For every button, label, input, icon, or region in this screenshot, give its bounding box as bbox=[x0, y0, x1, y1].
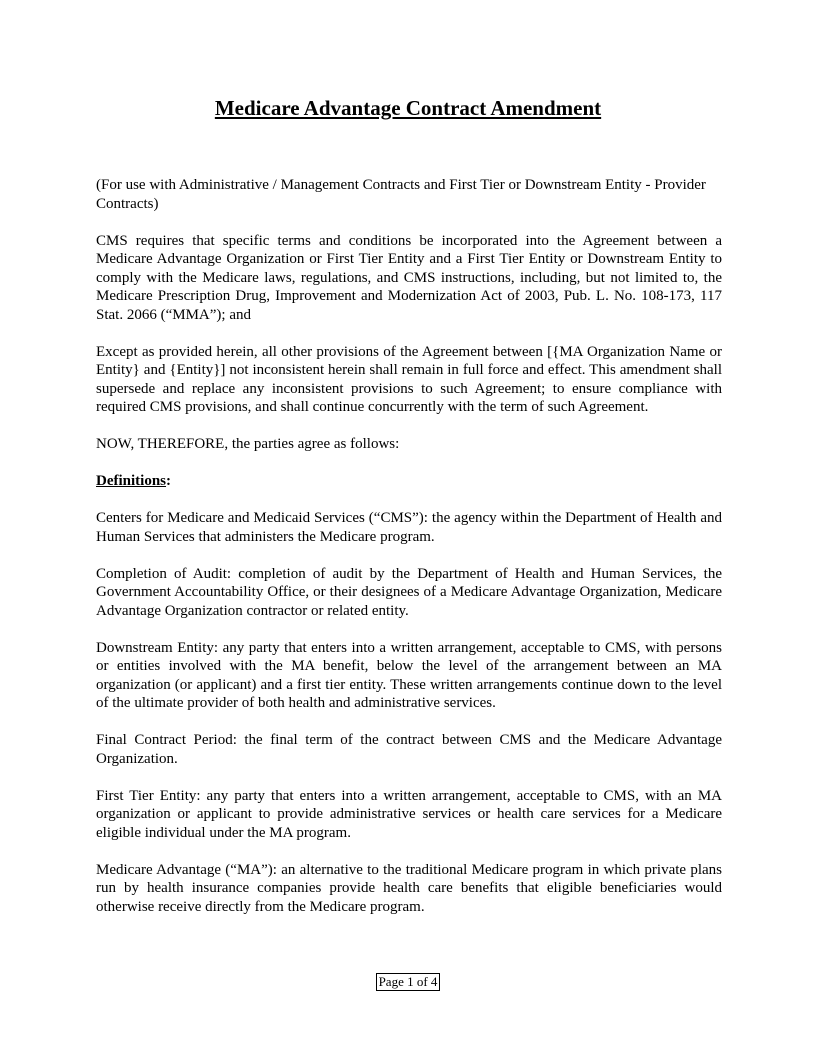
definitions-heading bbox=[96, 472, 722, 491]
definitions-heading-colon: : bbox=[166, 473, 172, 489]
definition-completion-of-audit: Completion of Audit: completion of audit by the Department of Health and Human Services, the Government Accountability Office, or their designees of a Medicare Advantage Organization, Medicare Advantage Organization contractor or related entity. bbox=[96, 565, 722, 619]
definition-cms: Centers for Medicare and Medicaid Services (“CMS”): the agency within the Department of Health and Human Services that administers the Medicare program. bbox=[96, 510, 722, 545]
document-body bbox=[96, 176, 722, 935]
intro-paragraph: (For use with Administrative / Management Contracts and First Tier or Downstream Entity - Provider Contracts) bbox=[96, 177, 706, 212]
definitions-heading-text: Definitions bbox=[96, 473, 167, 489]
definition-medicare-advantage: Medicare Advantage (“MA”): an alternative to the traditional Medicare program in which private plans run by health insurance companies provide health care benefits that eligible beneficiaries would otherwise receive directly from the Medicare program. bbox=[96, 861, 722, 915]
paragraph-now-therefore: NOW, THEREFORE, the parties agree as follows: bbox=[96, 436, 400, 452]
page-footer bbox=[0, 973, 816, 991]
paragraph-cms-requirements: CMS requires that specific terms and conditions be incorporated into the Agreement between a Medicare Advantage Organization or First Tier Entity and a First Tier Entity or Downstream Entity to comply with the Medicare laws, regulations, and CMS instructions, including, but not limited to, the Medicare Prescription Drug, Improvement and Modernization Act of 2003, Pub. L. No. 108-173, 117 Stat. 2066 (“MMA”); and bbox=[96, 232, 722, 323]
page-number: Page 1 of 4 bbox=[376, 973, 441, 991]
definition-first-tier-entity: First Tier Entity: any party that enters into a written arrangement, acceptable to CMS, with an MA organization or applicant to provide administrative services or health care services for a Medicare eligible individual under the MA program. bbox=[96, 787, 722, 841]
definition-downstream-entity: Downstream Entity: any party that enters into a written arrangement, acceptable to CMS, with persons or entities involved with the MA benefit, below the level of the arrangement between an MA organization (or applicant) and a first tier entity. These written arrangements continue down to the level of the ultimate provider of both health and administrative services. bbox=[96, 639, 722, 711]
paragraph-except-provided: Except as provided herein, all other provisions of the Agreement between [{MA Organization Name or Entity} and {Entity}] not inconsistent herein shall remain in full force and effect. This amendment shall supersede and replace any inconsistent provisions to such Agreement; to ensure compliance with required CMS provisions, and shall continue concurrently with the term of such Agreement. bbox=[96, 343, 722, 415]
document-title-text: Medicare Advantage Contract Amendment bbox=[214, 96, 602, 120]
definition-final-contract-period: Final Contract Period: the final term of the contract between CMS and the Medicare Advantage Organization. bbox=[96, 732, 722, 767]
document-title bbox=[0, 96, 816, 120]
